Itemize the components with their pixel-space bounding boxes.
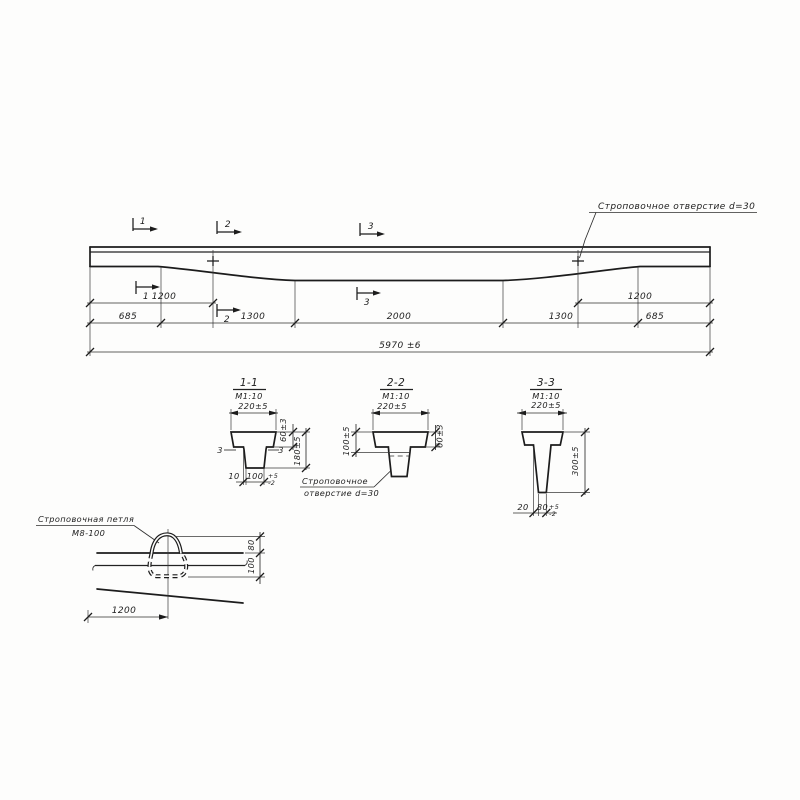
section-2-2-hole [389, 453, 410, 457]
dim-loop-above: 80 [246, 539, 256, 551]
dim-overall: 5970 ±6 [379, 341, 421, 351]
section-1-1 [217, 377, 310, 487]
section-2-2-dims-left [341, 424, 389, 457]
section-mark-1-top [133, 217, 158, 232]
loop-dims-vertical [175, 532, 265, 584]
dim-tol-top: +5 [549, 503, 560, 511]
section-title: 3-3 [536, 377, 556, 389]
dim-row-segments [86, 312, 714, 327]
loop-note-line2: М8-100 [72, 528, 106, 538]
dim-1200-right: 1200 [627, 292, 653, 302]
dim-bottom-width: 80 [536, 502, 549, 512]
dim-height: 180±5 [292, 436, 302, 466]
loop-beam-edges [93, 553, 248, 603]
section-scale: М1:10 [382, 391, 410, 401]
section-mark-label: 2 [223, 315, 231, 325]
section-scale: М1:10 [235, 391, 263, 401]
section-1-1-dims-top [229, 401, 278, 430]
section-3-3-dims-right [546, 428, 590, 497]
dim-flange: 60±3 [434, 423, 445, 449]
dim-flange: 60±3 [278, 417, 288, 443]
dim-row-overall [86, 341, 714, 356]
section-1-1-header [233, 377, 266, 401]
dim-tol-top: +5 [268, 472, 279, 480]
section-mark-3-bottom [357, 287, 381, 308]
dim-width-top: 220±5 [531, 400, 561, 410]
section-1-1-dims-right [264, 418, 310, 472]
dim-bottom-taper: 10 [228, 471, 240, 481]
section-mark-label: 1 [142, 292, 150, 302]
hole-label: Строповочное отверстие d=30 [598, 202, 756, 212]
dim-bottom-taper: 20 [517, 502, 529, 512]
dim-row-end-offsets [86, 292, 714, 307]
section-mark-label: 3 [367, 222, 375, 232]
dim-loop-length: 1200 [111, 606, 137, 616]
section-title: 1-1 [239, 377, 259, 389]
section-2-2-outline [373, 432, 428, 477]
dim-loop-below: 100 [246, 557, 256, 574]
section-scale: М1:10 [532, 391, 560, 401]
dim-tol-bottom: -2 [268, 479, 276, 487]
dim-width-top: 220±5 [377, 401, 407, 411]
section-2-2-dims-top [371, 401, 430, 430]
section-3-3-outline [522, 432, 563, 493]
dim-685-left: 685 [118, 312, 138, 322]
dim-1300-right: 1300 [548, 312, 574, 322]
section-3-3-dims-bottom [513, 447, 559, 518]
section-2-2-header [380, 377, 413, 401]
elevation-view [86, 202, 757, 356]
section-title: 2-2 [386, 377, 406, 389]
beam-outline [90, 247, 710, 281]
hole-callout [580, 202, 758, 258]
section-mark-2-top [217, 220, 242, 235]
section-3-3 [513, 377, 590, 518]
section-mark-2-bottom [217, 304, 241, 325]
dim-1200-left: 1200 [151, 292, 177, 302]
hole-note-line1: Строповочное [302, 476, 368, 486]
loop-detail [36, 514, 265, 623]
section-2-2 [300, 377, 445, 498]
section-2-2-hole-callout [300, 471, 391, 498]
dim-1300-left: 1300 [240, 312, 266, 322]
section-mark-3-top [360, 222, 385, 237]
section-mark-label: 2 [224, 220, 232, 230]
loop-note-line1: Строповочная петля [38, 514, 135, 524]
loop-callout [36, 514, 159, 543]
dim-tol-bottom: -2 [549, 510, 557, 518]
hole-note-line2: отверстие d=30 [304, 488, 380, 498]
dim-2000: 2000 [386, 312, 412, 322]
dim-width-top: 220±5 [238, 401, 268, 411]
dim-ledge-right: 3 [278, 445, 284, 455]
dim-height: 300±5 [570, 446, 580, 476]
dim-ledge-left: 3 [217, 445, 223, 455]
section-mark-label: 3 [363, 298, 371, 308]
dim-hole-offset: 100±5 [341, 426, 351, 456]
section-3-3-dims-top [517, 400, 567, 430]
section-3-3-header [530, 377, 562, 401]
dim-685-right: 685 [645, 312, 665, 322]
lifting-hole-right [572, 250, 584, 328]
section-mark-label: 1 [139, 217, 147, 227]
dim-bottom-width: 100 [246, 471, 264, 481]
loop-dim-length [84, 606, 168, 623]
